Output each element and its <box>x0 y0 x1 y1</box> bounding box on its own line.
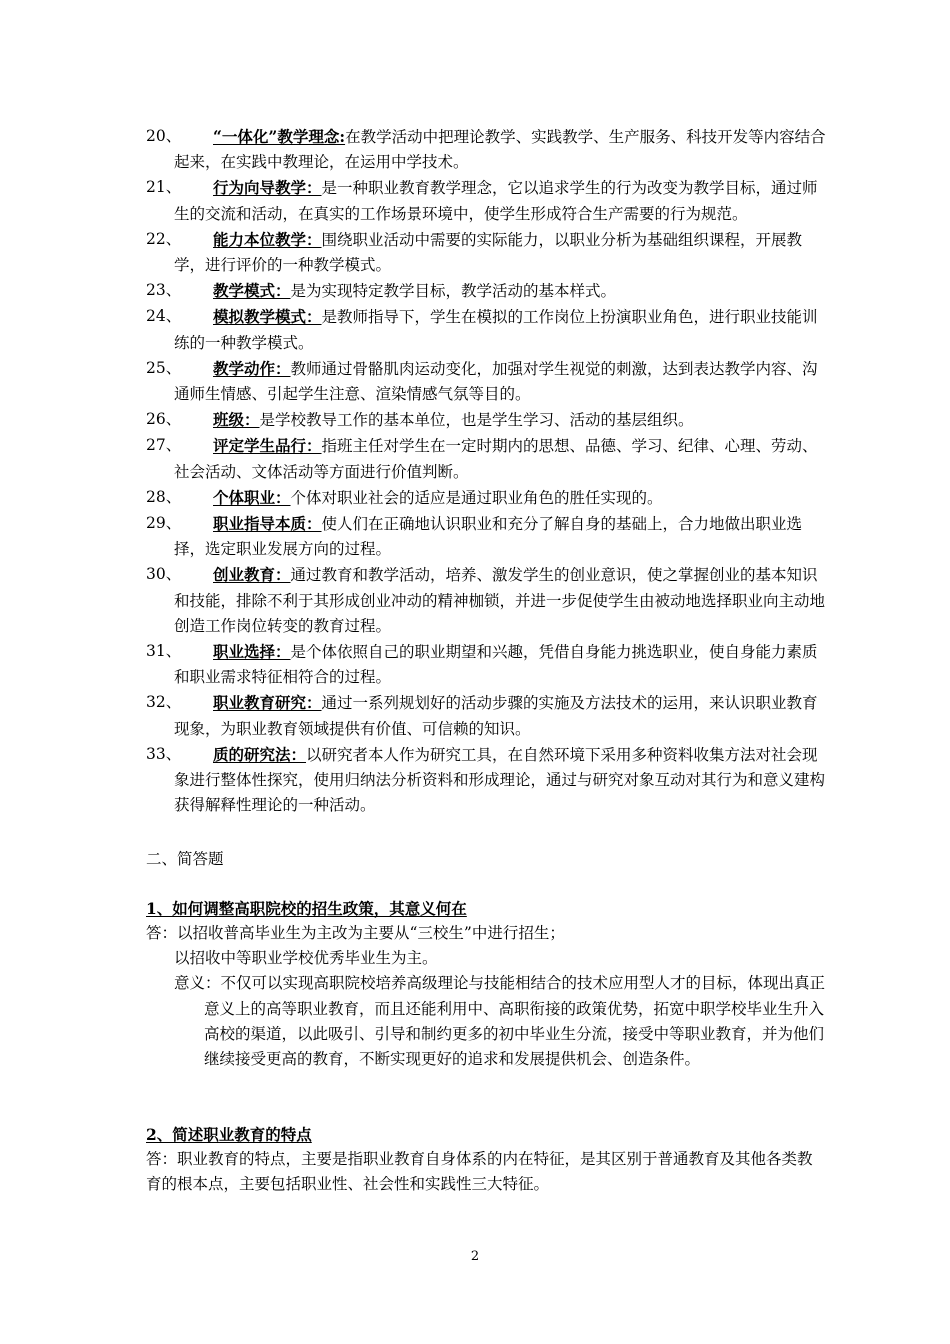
definition-item <box>146 433 826 484</box>
item-body <box>146 227 826 278</box>
item-body <box>146 407 826 433</box>
defined-term: 班级： <box>213 410 260 430</box>
item-number: 20、 <box>146 127 182 145</box>
question-1-title <box>146 896 467 922</box>
item-number: 31、 <box>146 642 182 661</box>
defined-term: 评定学生品行： <box>213 436 322 456</box>
item-body <box>146 356 826 407</box>
definition-item <box>146 227 826 278</box>
item-number: 33、 <box>146 744 182 763</box>
defined-term: 质的研究法： <box>213 744 307 764</box>
definition-text: 通过一系列规划好的活动步骤的实施及方法技术的运用，来认识职业教育现象，为职业教育领域提供有价值、可信赖的知识。 <box>174 694 818 738</box>
item-body <box>146 690 826 741</box>
item-body <box>146 278 826 304</box>
definition-text: 个体对职业社会的适应是通过职业角色的胜任实现的。 <box>290 488 663 507</box>
definition-text: 在教学活动中把理论教学、实践教学、生产服务、科技开发等内容结合起来，在实践中教理论，在运用中学技术。 <box>174 128 826 172</box>
question-1-answer <box>146 921 826 1072</box>
question-title: 2、简述职业教育的特点 <box>146 1125 312 1144</box>
definition-text: 教师通过骨骼肌肉运动变化，加强对学生视觉的刺激，达到表达教学内容、沟通师生情感、引起学生注意、渲染情感气氛等目的。 <box>174 359 818 404</box>
item-number: 27、 <box>146 436 182 455</box>
answer-text: 答：职业教育的特点，主要是指职业教育自身体系的内在特征，是其区别于普通教育及其他各类教育的根本点，主要包括职业性、社会性和实践性三大特征。 <box>146 1150 813 1194</box>
answer-meaning: 意义：不仅可以实现高职院校培养高级理论与技能相结合的技术应用型人才的目标，体现出真正意义上的高等职业教育，而且还能利用中、高职衔接的政策优势，拓宽中职学校毕业生升入高校的渠道，以此吸引、引导和制约更多的初中毕业生分流，接受中等职业教育，并为他们继续接受更高的教育，不断实现更好的追求和发展提供机会、创造条件。 <box>174 974 826 1069</box>
question-2-title <box>146 1122 312 1148</box>
defined-term: “一体化”教学理念: <box>213 127 346 146</box>
defined-term: 个体职业： <box>213 487 291 507</box>
definition-item <box>146 639 826 690</box>
item-number: 24、 <box>146 307 182 326</box>
definition-item <box>146 124 826 175</box>
item-body <box>146 433 826 484</box>
definition-text: 围绕职业活动中需要的实际能力，以职业分析为基础组织课程，开展教学，进行评价的一种教学模式。 <box>174 230 803 275</box>
item-number: 32、 <box>146 693 182 712</box>
page-number: 2 <box>470 1249 480 1264</box>
definition-item <box>146 356 826 407</box>
answer-line: 答：以招收普高毕业生为主改为主要从“三校生”中进行招生； <box>146 924 565 942</box>
definition-item <box>146 511 826 562</box>
definition-text: 是教师指导下，学生在模拟的工作岗位上扮演职业角色，进行职业技能训练的一种教学模式。 <box>174 308 818 352</box>
item-body <box>146 124 826 175</box>
question-2-answer <box>146 1147 826 1197</box>
definition-item <box>146 562 826 639</box>
item-body <box>146 742 826 819</box>
definition-text: 是个体依照自己的职业期望和兴趣，凭借自身能力挑选职业，使自身能力素质和职业需求特征相符合的过程。 <box>174 643 818 687</box>
defined-term: 教学模式： <box>213 281 291 301</box>
defined-term: 职业指导本质： <box>213 514 322 534</box>
defined-term: 职业教育研究： <box>213 693 322 713</box>
item-number: 23、 <box>146 281 182 300</box>
definition-item <box>146 304 826 355</box>
defined-term: 教学动作： <box>213 358 291 378</box>
definition-text: 通过教育和教学活动，培养、激发学生的创业意识，使之掌握创业的基本知识和技能，排除不利于其形成创业冲动的精神枷锁，并进一步促使学生由被动地选择职业向主动地创造工作岗位转变的教育过程。 <box>174 566 826 635</box>
definition-item <box>146 690 826 741</box>
item-number: 30、 <box>146 565 182 584</box>
defined-term: 职业选择： <box>213 642 291 662</box>
item-body <box>146 562 826 639</box>
item-number: 25、 <box>146 358 182 377</box>
definition-item <box>146 485 826 511</box>
definition-item <box>146 742 826 819</box>
item-number: 26、 <box>146 410 182 429</box>
item-body <box>146 304 826 355</box>
definition-item <box>146 175 826 226</box>
defined-term: 行为向导教学： <box>213 178 322 198</box>
question-title: 1、如何调整高职院校的招生政策，其意义何在 <box>146 899 467 918</box>
definition-text: 是学校教导工作的基本单位，也是学生学习、活动的基层组织。 <box>259 411 694 430</box>
definition-text: 使人们在正确地认识职业和充分了解自身的基础上，合力地做出职业选择，选定职业发展方向的过程。 <box>174 515 803 559</box>
definition-text: 是为实现特定教学目标，教学活动的基本样式。 <box>290 282 617 301</box>
definition-text: 是一种职业教育教学理念，它以追求学生的行为改变为教学目标，通过师生的交流和活动，在真实的工作场景环境中，使学生形成符合生产需要的行为规范。 <box>174 179 818 223</box>
definition-text: 指班主任对学生在一定时期内的思想、品德、学习、纪律、心理、劳动、社会活动、文体活动等方面进行价值判断。 <box>174 437 818 481</box>
definition-text: 以研究者本人作为研究工具，在自然环境下采用多种资料收集方法对社会现象进行整体性探究，使用归纳法分析资料和形成理论，通过与研究对象互动对其行为和意义建构获得解释性理论的一种活动。 <box>174 745 826 815</box>
answer-line: 以招收中等职业学校优秀毕业生为主。 <box>174 949 438 968</box>
defined-term: 能力本位教学： <box>213 229 322 249</box>
item-number: 28、 <box>146 487 182 506</box>
item-body <box>146 511 826 562</box>
section-title: 二、简答题 <box>146 850 224 868</box>
item-body <box>146 175 826 226</box>
item-number: 21、 <box>146 178 182 197</box>
definition-list <box>146 124 826 818</box>
item-number: 22、 <box>146 229 182 248</box>
item-body <box>146 485 826 511</box>
definition-item <box>146 407 826 433</box>
item-body <box>146 639 826 690</box>
definition-item <box>146 278 826 304</box>
item-number: 29、 <box>146 514 182 533</box>
defined-term: 模拟教学模式： <box>213 307 322 327</box>
defined-term: 创业教育： <box>213 565 291 585</box>
